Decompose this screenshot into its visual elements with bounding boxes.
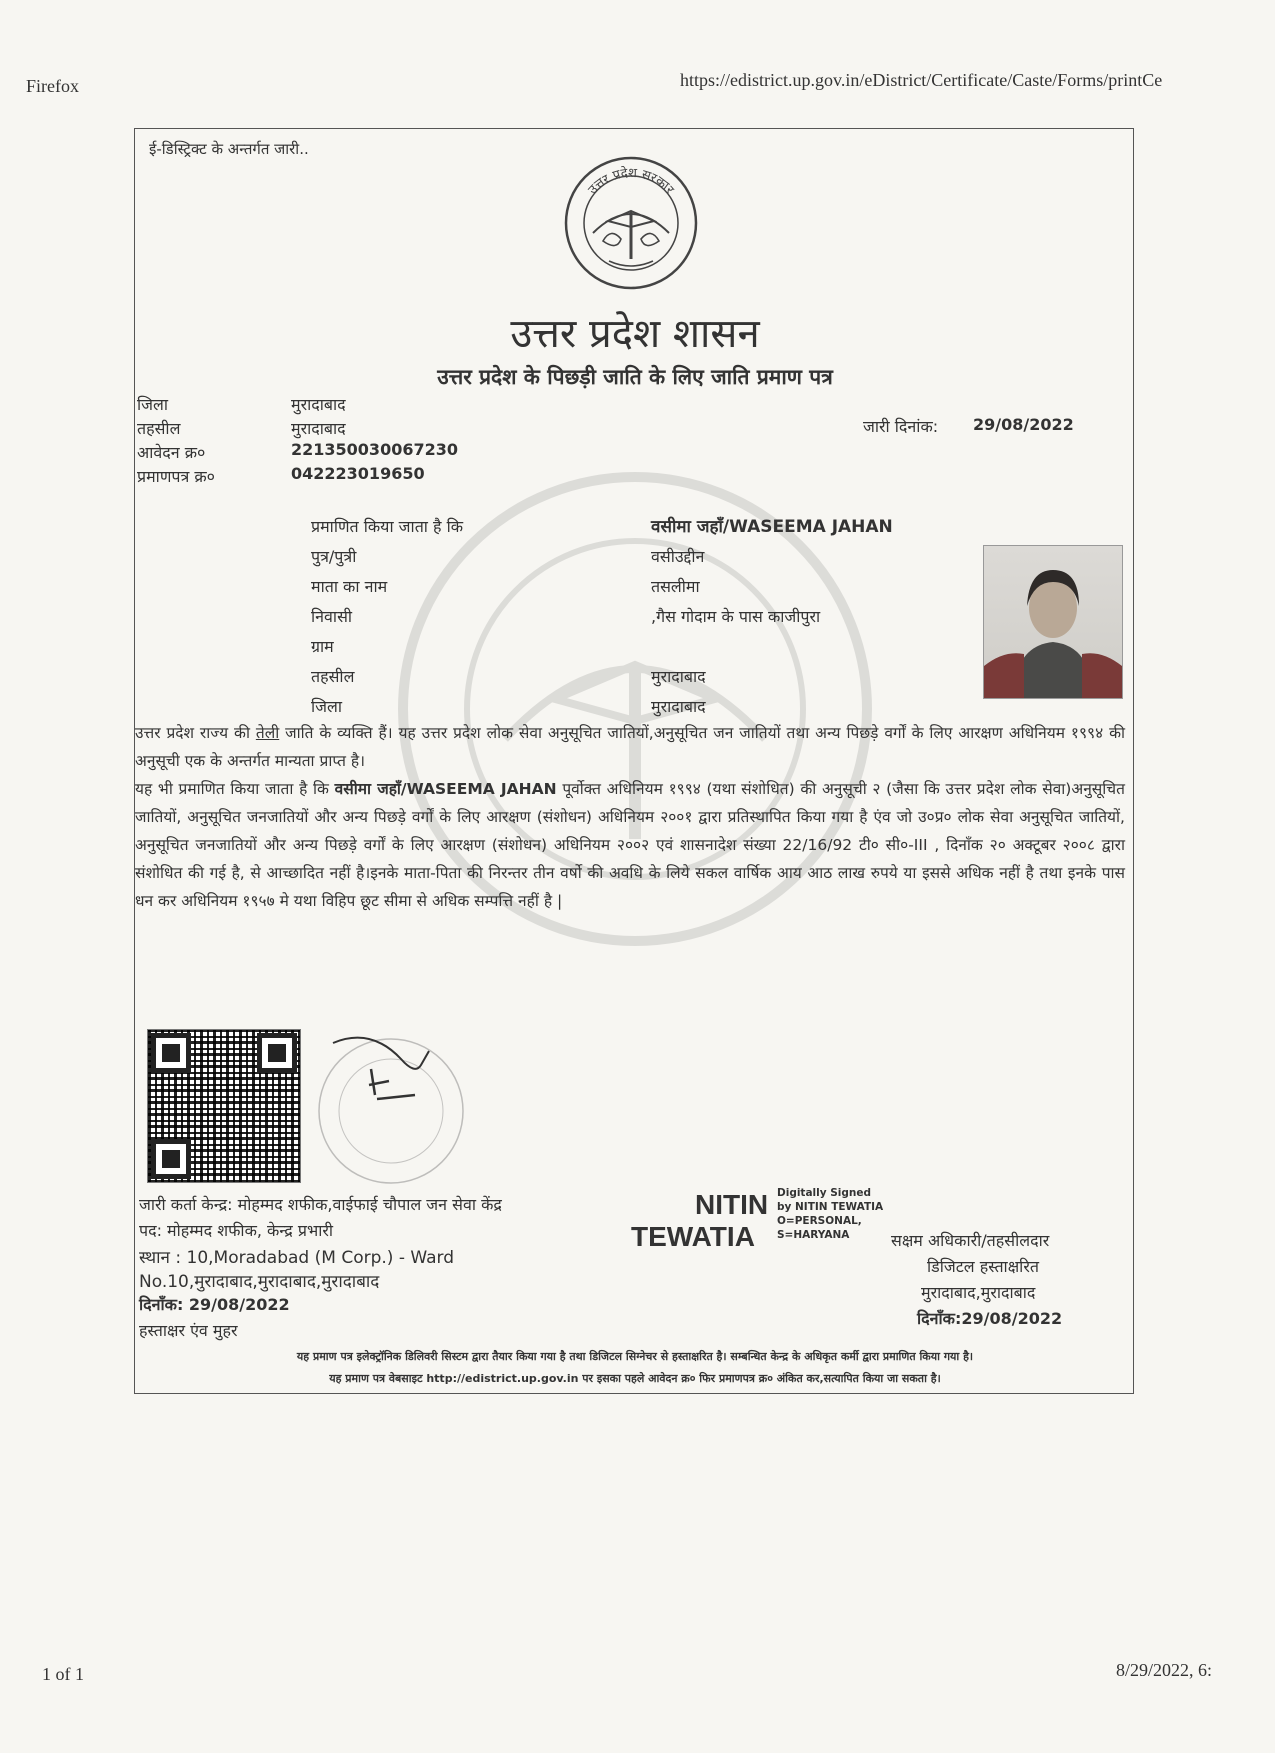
detail-tehsil-value: मुरादाबाद bbox=[651, 667, 706, 686]
certification-paragraph: यह भी प्रमाणित किया जाता है कि वसीमा जहाँ/WASEEMA JAHAN पूर्वोक्त अधिनियम १९९४ (यथा संशोधित) की अनुसूची २ (जैसा कि उत्तर प्रदेश लोक सेवा)अनुसूचित जातियों, अनुसूचित जनजातियों और अन्य पिछड़े वर्गों के लिए आरक्षण (संशोधन) अधिनियम २००१ द्वारा प्रतिस्थापित किया गया है एंव जो उ०प्र० लोक सेवा अनुसूचित जातियों, अनुसूचित जनजातियों और अन्य पिछड़े वर्गों के लिए आरक्षण (संशोधन) अधिनियम २००२ एवं शासनादेश संख्या 22/16/92 टी० सी०-III , दिनाँक २० अक्टूबर २००८ द्वारा संशोधित की गई है, से आच्छादित नहीं है।इनके माता-पिता की निरन्तर तीन वर्षो की अवधि के लिये सकल वार्षिक आय आठ लाख रुपये या इससे अधिक नहीं है तथा इनके पास धन कर अधिनियम १९५७ मे यथा विहिप छूट सीमा से अधिक सम्पत्ति नहीं है | bbox=[135, 780, 1125, 910]
seal-text: उत्तर प्रदेश सरकार bbox=[585, 165, 677, 198]
authority-title: सक्षम अधिकारी/तहसीलदार bbox=[891, 1231, 1050, 1250]
browser-name: Firefox bbox=[26, 76, 79, 96]
tehsil-value: मुरादाबाद bbox=[291, 419, 346, 438]
signer-name-line2: TEWATIA bbox=[631, 1221, 755, 1252]
svg-text:उत्तर प्रदेश सरकार bbox=[585, 165, 677, 198]
issue-date-value: 29/08/2022 bbox=[973, 415, 1074, 434]
certified-name: वसीमा जहाँ/WASEEMA JAHAN bbox=[334, 780, 557, 798]
child-of-value: वसीउद्दीन bbox=[651, 547, 705, 566]
dsig-note-3: O=PERSONAL, bbox=[777, 1215, 862, 1227]
district-value: मुरादाबाद bbox=[291, 395, 346, 414]
page-url: https://edistrict.up.gov.in/eDistrict/Certificate/Caste/Forms/printCe bbox=[680, 70, 1163, 90]
applicant-name: वसीमा जहाँ/WASEEMA JAHAN bbox=[651, 517, 893, 537]
print-datetime: 8/29/2022, 6: bbox=[1116, 1660, 1213, 1680]
page-count: 1 of 1 bbox=[42, 1664, 84, 1684]
issuer-place-line1: स्थान : 10,Moradabad (M Corp.) - Ward bbox=[139, 1248, 454, 1268]
issuer-place-line2: No.10,मुरादाबाद,मुरादाबाद,मुरादाबाद bbox=[139, 1272, 380, 1292]
authority-place: मुरादाबाद,मुरादाबाद bbox=[921, 1283, 1036, 1302]
resident-label: निवासी bbox=[311, 607, 353, 626]
issued-under-text: ई-डिस्ट्रिक्ट के अन्तर्गत जारी.. bbox=[149, 140, 309, 158]
government-title: उत्तर प्रदेश शासन bbox=[510, 311, 760, 357]
issue-date-label: जारी दिनांक: bbox=[863, 417, 939, 436]
caste-certificate bbox=[134, 128, 1134, 1394]
footer-note-1: यह प्रमाण पत्र इलेक्ट्रॉनिक डिलिवरी सिस्टम द्वारा तैयार किया गया है तथा डिजिटल सिग्नेचर से हस्ताक्षरित है। सम्बन्धित केन्द्र के अधिकृत कर्मी द्वारा प्रमाणित किया गया है। bbox=[296, 1350, 974, 1363]
detail-district-value: मुरादाबाद bbox=[651, 697, 706, 716]
caste-name: तेली bbox=[255, 724, 280, 742]
signature-stamp-icon bbox=[311, 1025, 471, 1195]
dsig-note-2: by NITIN TEWATIA bbox=[777, 1201, 884, 1213]
issuer-post: पद: मोहम्मद शफीक, केन्द्र प्रभारी bbox=[139, 1221, 334, 1240]
village-label: ग्राम bbox=[311, 637, 334, 656]
detail-district-label: जिला bbox=[311, 697, 343, 716]
applicant-photo bbox=[983, 545, 1123, 699]
authority-date: दिनाँक:29/08/2022 bbox=[917, 1309, 1063, 1328]
certificate-no-label: प्रमाणपत्र क्र० bbox=[137, 467, 215, 486]
child-of-label: पुत्र/पुत्री bbox=[311, 547, 357, 566]
qr-code bbox=[147, 1029, 301, 1183]
application-no-value: 221350030067230 bbox=[291, 440, 458, 459]
up-govt-seal-icon bbox=[563, 155, 699, 291]
mother-value: तसलीमा bbox=[651, 577, 700, 596]
mother-label: माता का नाम bbox=[311, 577, 388, 596]
district-label: जिला bbox=[137, 395, 169, 414]
issuing-center: जारी कर्ता केन्द्र: मोहम्मद शफीक,वाईफाई चौपाल जन सेवा केंद्र bbox=[139, 1195, 502, 1214]
caste-paragraph: उत्तर प्रदेश राज्य की तेली जाति के व्यक्ति हैं। यह उत्तर प्रदेश लोक सेवा अनुसूचित जातियों,अनुसूचित जन जातियों तथा अन्य पिछड़े वर्गों के लिए आरक्षण अधिनियम १९९४ की अनुसूची एक के अन्तर्गत मान्यता प्राप्त है। bbox=[135, 724, 1125, 770]
certify-label: प्रमाणित किया जाता है कि bbox=[311, 517, 464, 536]
certificate-no-value: 042223019650 bbox=[291, 464, 425, 483]
authority-signed: डिजिटल हस्ताक्षरित bbox=[927, 1257, 1039, 1276]
footer-note-2: यह प्रमाण पत्र वेबसाइट http://edistrict.up.gov.in पर इसका पहले आवेदन क्र० फिर प्रमाणपत्र क्र० अंकित कर,सत्यापित किया जा सकता है। bbox=[329, 1372, 941, 1385]
issuer-date: दिनाँक: 29/08/2022 bbox=[139, 1295, 290, 1314]
dsig-note-4: S=HARYANA bbox=[777, 1229, 850, 1241]
resident-value: ,गैस गोदाम के पास काजीपुरा bbox=[651, 607, 821, 626]
dsig-note-1: Digitally Signed bbox=[777, 1187, 872, 1199]
application-no-label: आवेदन क्र० bbox=[137, 443, 206, 462]
certificate-title: उत्तर प्रदेश के पिछड़ी जाति के लिए जाति प्रमाण पत्र bbox=[437, 365, 833, 389]
detail-tehsil-label: तहसील bbox=[311, 667, 355, 686]
tehsil-label: तहसील bbox=[137, 419, 181, 438]
signer-name-line1: NITIN bbox=[695, 1189, 769, 1220]
sign-and-seal-label: हस्ताक्षर एंव मुहर bbox=[139, 1321, 238, 1340]
